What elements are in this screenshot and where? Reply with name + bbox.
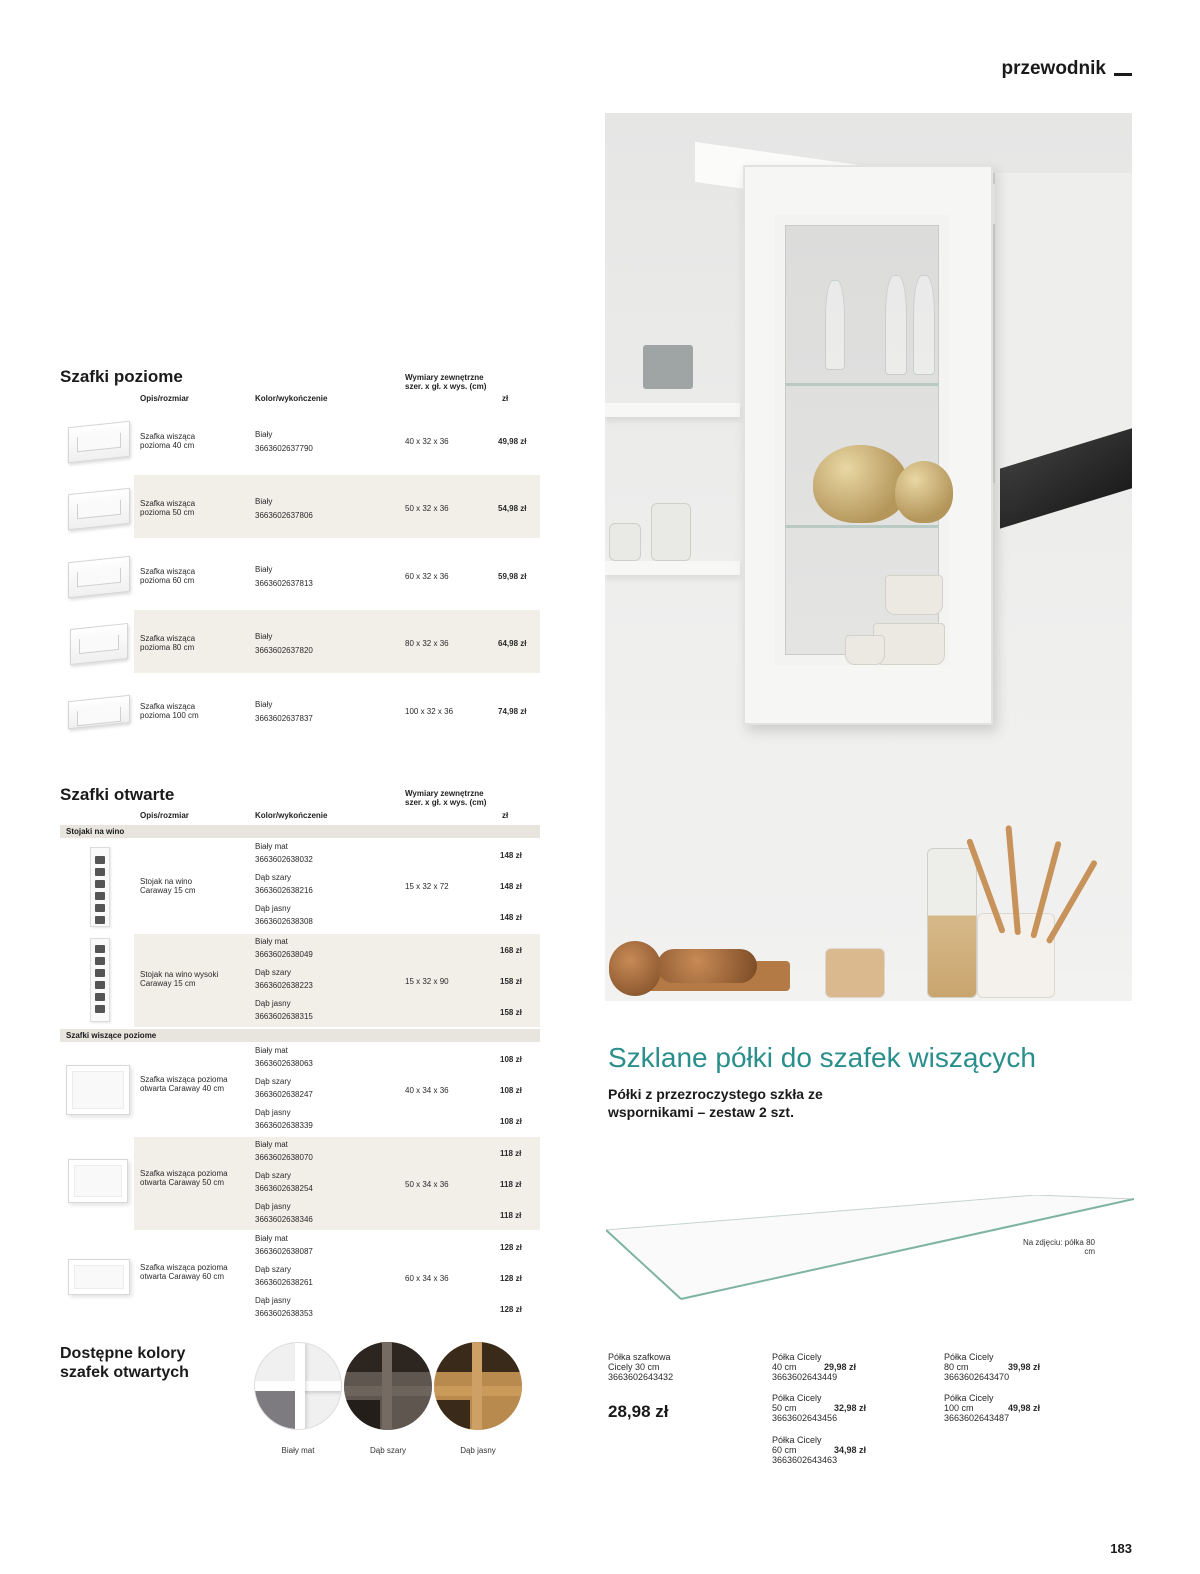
wine-rack-image: [90, 847, 110, 927]
szafki-otwarte-title: Szafki otwarte: [60, 785, 175, 804]
product-code: 3663602643456: [772, 1413, 838, 1423]
stojaki-table: [60, 839, 540, 1029]
col-kolor: Kolor/wykończenie: [255, 394, 328, 403]
row-kod: 3663602637837: [255, 714, 313, 723]
header-dash: [1114, 73, 1132, 76]
product-price: 29,98 zł: [824, 1362, 857, 1372]
product-image: [68, 421, 130, 464]
photo-note: Na zdjęciu: półka 80 cm: [1022, 1238, 1095, 1256]
product-item: [772, 1393, 892, 1423]
row-opis: Stojak na wino wysoki Caraway 15 cm: [140, 970, 219, 988]
product-name: Półka Cicely: [772, 1352, 822, 1362]
row-cena: 64,98 zł: [498, 639, 527, 648]
product-price: 32,98 zł: [834, 1403, 867, 1413]
group-header: Stojaki na wino: [60, 825, 540, 838]
table-row: [60, 1231, 540, 1324]
row-opis: Szafka wisząca pozioma 100 cm: [140, 702, 199, 720]
row-kod: 3663602638087: [255, 1247, 313, 1256]
row-cena: 59,98 zł: [498, 572, 527, 581]
row-kod: 3663602638216: [255, 886, 313, 895]
row-wymiary: 40 x 34 x 36: [405, 1086, 449, 1095]
product-code: 3663602643487: [944, 1413, 1010, 1423]
group-header: Szafki wiszące poziome: [60, 1029, 540, 1042]
col-cena: zł: [502, 811, 509, 820]
product-name: Półka Cicely: [944, 1393, 994, 1403]
row-opis: Szafka wisząca pozioma otwarta Caraway 60 cm: [140, 1263, 228, 1281]
row-opis: Szafka wisząca pozioma otwarta Caraway 40 cm: [140, 1075, 228, 1093]
row-kod: 3663602638315: [255, 1012, 313, 1021]
row-kolor: Dąb szary: [255, 1265, 292, 1274]
swatch-dab-szary: [344, 1342, 432, 1430]
row-opis: Szafka wisząca pozioma 50 cm: [140, 499, 196, 517]
product-item: [944, 1352, 1064, 1382]
row-kolor: Biały mat: [255, 937, 288, 946]
col-wymiary: Wymiary zewnętrzne szer. x gł. x wys. (cm): [405, 789, 487, 807]
row-cena: 108 zł: [500, 1117, 522, 1126]
row-wymiary: 60 x 34 x 36: [405, 1274, 449, 1283]
swatch-dab-jasny: [434, 1342, 522, 1430]
swatch-bialy-mat: [254, 1342, 342, 1430]
szafki-poziome-table: [60, 408, 540, 748]
product-size: 80 cm: [944, 1362, 969, 1372]
row-kolor: Dąb jasny: [255, 904, 291, 913]
table-row: [60, 408, 540, 471]
product-main: [608, 1352, 728, 1382]
row-kod: 3663602638070: [255, 1153, 313, 1162]
product-price: 39,98 zł: [1008, 1362, 1041, 1372]
row-kod: 3663602638339: [255, 1121, 313, 1130]
product-code: 3663602643470: [944, 1372, 1010, 1382]
swatch-label: Biały mat: [281, 1446, 315, 1455]
product-item: [944, 1393, 1064, 1423]
row-cena: 108 zł: [500, 1055, 522, 1064]
row-kolor: Biały mat: [255, 842, 288, 851]
col-cena: zł: [502, 394, 509, 403]
row-kolor: Dąb jasny: [255, 999, 291, 1008]
row-kod: 3663602638032: [255, 855, 313, 864]
product-item: [772, 1435, 892, 1465]
row-kolor: Biały: [255, 700, 273, 709]
row-cena: 148 zł: [500, 913, 522, 922]
glass-shelves-subtitle: Półki z przezroczystego szkła ze wspornikami – zestaw 2 szt.: [608, 1086, 823, 1120]
row-cena: 128 zł: [500, 1243, 522, 1252]
row-kod: 3663602638254: [255, 1184, 313, 1193]
swatch-label: Dąb jasny: [460, 1446, 496, 1455]
row-kolor: Biały mat: [255, 1046, 288, 1055]
product-name: Półka szafkowa: [608, 1352, 671, 1362]
row-kod: 3663602638353: [255, 1309, 313, 1318]
row-kod: 3663602637813: [255, 579, 313, 588]
product-size: 50 cm: [772, 1403, 797, 1413]
row-opis: Stojak na wino Caraway 15 cm: [140, 877, 196, 895]
row-opis: Szafka wisząca pozioma otwarta Caraway 50 cm: [140, 1169, 228, 1187]
row-kod: 3663602637820: [255, 646, 313, 655]
wine-rack-image: [90, 938, 110, 1022]
row-kolor: Biały: [255, 632, 273, 641]
row-kod: 3663602638223: [255, 981, 313, 990]
row-kolor: Biały mat: [255, 1234, 288, 1243]
table-row: [60, 1043, 540, 1136]
table-row: [60, 610, 540, 673]
table-row: [60, 1137, 540, 1230]
row-kolor: Biały: [255, 430, 273, 439]
row-wymiary: 15 x 32 x 72: [405, 882, 449, 891]
table-row: [60, 475, 540, 538]
col-kolor: Kolor/wykończenie: [255, 811, 328, 820]
row-wymiary: 50 x 32 x 36: [405, 504, 449, 513]
product-size: 60 cm: [772, 1445, 797, 1455]
row-kod: 3663602637790: [255, 444, 313, 453]
colors-title: Dostępne kolory szafek otwartych: [60, 1345, 189, 1381]
row-cena: 158 zł: [500, 1008, 522, 1017]
product-size: 40 cm: [772, 1362, 797, 1372]
row-kolor: Dąb szary: [255, 968, 292, 977]
row-kolor: Biały: [255, 565, 273, 574]
product-image: [68, 695, 130, 730]
table-row: [60, 934, 540, 1027]
row-kolor: Dąb szary: [255, 873, 292, 882]
row-cena: 118 zł: [500, 1211, 522, 1220]
row-cena: 168 zł: [500, 946, 522, 955]
row-wymiary: 40 x 32 x 36: [405, 437, 449, 446]
product-name: Półka Cicely: [772, 1435, 822, 1445]
row-kolor: Dąb jasny: [255, 1296, 291, 1305]
row-kod: 3663602638049: [255, 950, 313, 959]
swatch-label: Dąb szary: [369, 1446, 406, 1455]
row-cena: 148 zł: [500, 882, 522, 891]
row-cena: 128 zł: [500, 1305, 522, 1314]
product-name: Półka Cicely: [772, 1393, 822, 1403]
glass-shelves-title: Szklane półki do szafek wiszących: [608, 1042, 1036, 1073]
product-image: [68, 556, 130, 599]
product-size: Cicely 30 cm: [608, 1362, 660, 1372]
row-wymiary: 80 x 32 x 36: [405, 639, 449, 648]
row-opis: Szafka wisząca pozioma 80 cm: [140, 634, 196, 652]
row-cena: 74,98 zł: [498, 707, 527, 716]
main-price: 28,98 zł: [608, 1402, 669, 1421]
row-cena: 128 zł: [500, 1274, 522, 1283]
row-kod: 3663602638247: [255, 1090, 313, 1099]
page-number: 183: [1110, 1541, 1132, 1556]
col-wymiary: Wymiary zewnętrzne szer. x gł. x wys. (cm): [405, 373, 487, 391]
product-price: 34,98 zł: [834, 1445, 867, 1455]
section-label: przewodnik: [1001, 58, 1106, 79]
row-wymiary: 100 x 32 x 36: [405, 707, 454, 716]
row-kod: 3663602637806: [255, 511, 313, 520]
product-price: 49,98 zł: [1008, 1403, 1041, 1413]
row-kolor: Biały mat: [255, 1140, 288, 1149]
product-code: 3663602643449: [772, 1372, 838, 1382]
row-wymiary: 50 x 34 x 36: [405, 1180, 449, 1189]
row-cena: 158 zł: [500, 977, 522, 986]
row-kod: 3663602638346: [255, 1215, 313, 1224]
table-row: [60, 678, 540, 741]
row-kolor: Dąb szary: [255, 1171, 292, 1180]
row-cena: 54,98 zł: [498, 504, 527, 513]
row-cena: 118 zł: [500, 1180, 522, 1189]
row-cena: 49,98 zł: [498, 437, 527, 446]
product-code: 3663602643463: [772, 1455, 838, 1465]
row-wymiary: 15 x 32 x 90: [405, 977, 449, 986]
table-row: [60, 839, 540, 932]
open-cabinet-image: [68, 1259, 130, 1295]
row-kolor: Dąb jasny: [255, 1202, 291, 1211]
kitchen-photo: [605, 113, 1132, 1001]
section-header: [1001, 58, 1132, 80]
row-kolor: Biały: [255, 497, 273, 506]
open-cabinet-image: [66, 1065, 130, 1115]
row-opis: Szafka wisząca pozioma 60 cm: [140, 567, 196, 585]
product-name: Półka Cicely: [944, 1352, 994, 1362]
product-image: [70, 623, 128, 665]
product-image: [68, 488, 130, 531]
product-size: 100 cm: [944, 1403, 974, 1413]
table-row: [60, 543, 540, 606]
row-opis: Szafka wisząca pozioma 40 cm: [140, 432, 196, 450]
row-cena: 108 zł: [500, 1086, 522, 1095]
row-kod: 3663602638261: [255, 1278, 313, 1287]
row-cena: 148 zł: [500, 851, 522, 860]
szafki-wiszace-table: [60, 1043, 540, 1328]
row-kolor: Dąb szary: [255, 1077, 292, 1086]
row-kod: 3663602638308: [255, 917, 313, 926]
row-kod: 3663602638063: [255, 1059, 313, 1068]
row-wymiary: 60 x 32 x 36: [405, 572, 449, 581]
product-item: [772, 1352, 892, 1382]
col-opis: Opis/rozmiar: [140, 811, 189, 820]
szafki-poziome-title: Szafki poziome: [60, 367, 183, 386]
open-cabinet-image: [68, 1159, 128, 1203]
row-cena: 118 zł: [500, 1149, 522, 1158]
row-kolor: Dąb jasny: [255, 1108, 291, 1117]
col-opis: Opis/rozmiar: [140, 394, 189, 403]
product-code: 3663602643432: [608, 1372, 674, 1382]
